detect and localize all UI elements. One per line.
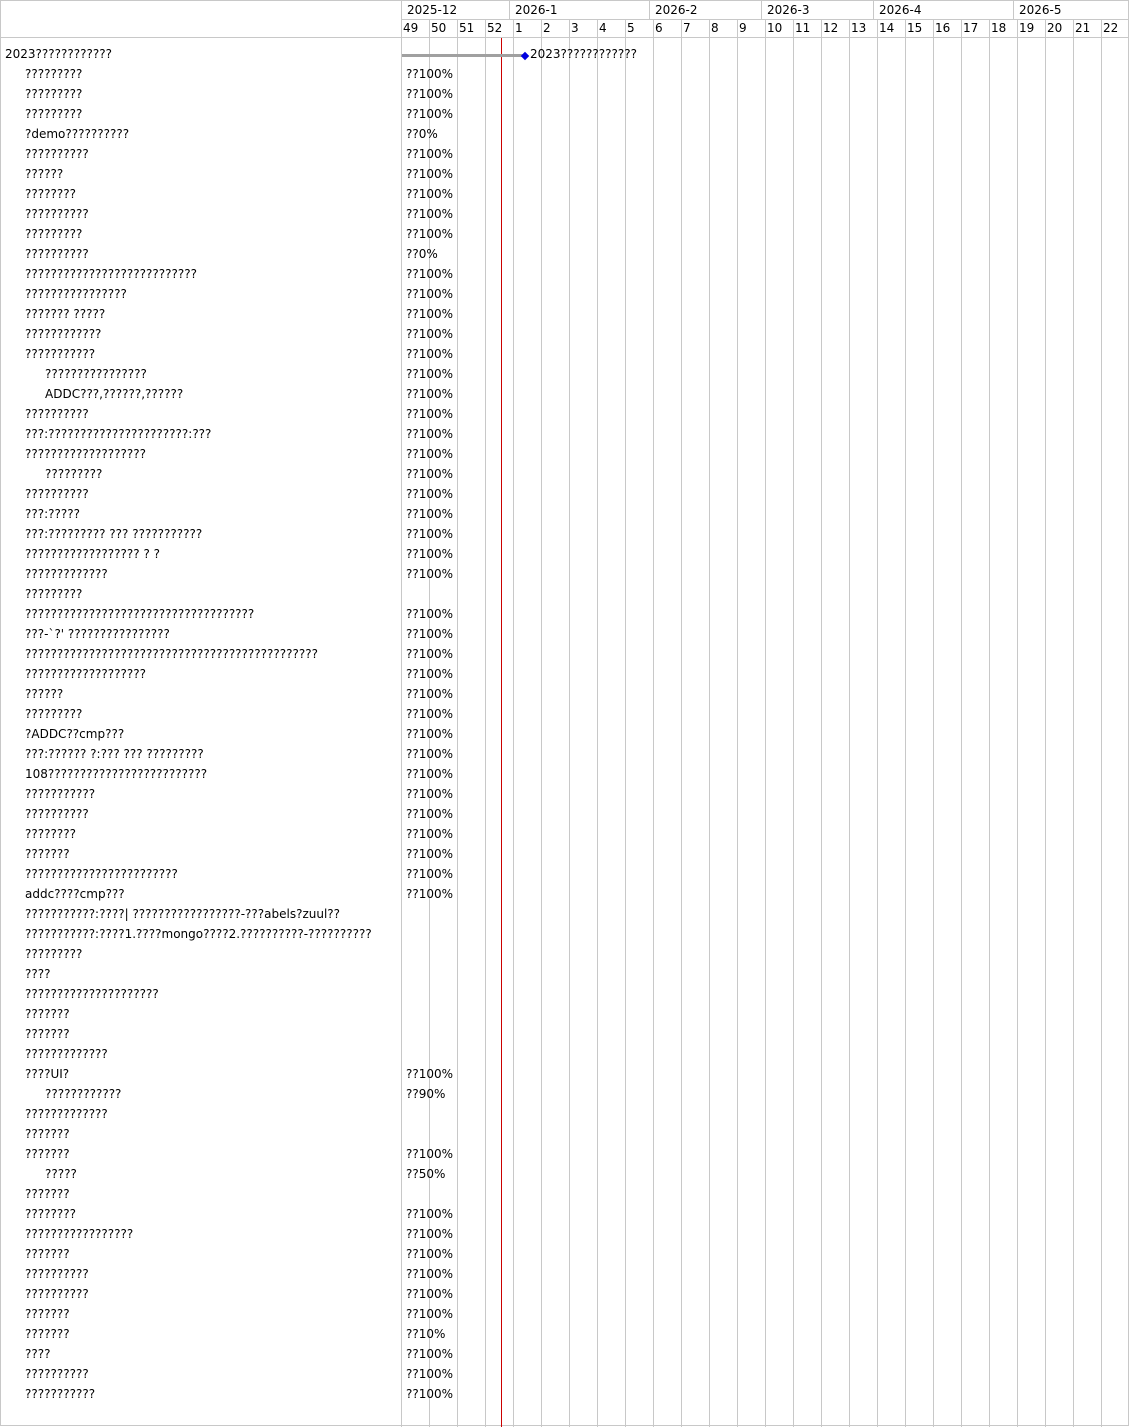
task-label: ??????????? [25,347,96,361]
task-label: ??????? [25,1127,70,1141]
milestone-diamond-icon[interactable] [521,52,529,60]
task-label: ????????? [25,67,83,81]
task-progress-label: ??100% [406,107,454,121]
task-progress-label: ??100% [406,67,454,81]
week-gridline [821,19,822,1427]
task-label: ????????? [25,587,83,601]
task-progress-label: ??100% [406,727,454,741]
task-label: ????????????? [25,1107,108,1121]
week-label: 51 [459,21,475,35]
month-gridline [649,1,650,19]
task-label: ??????? [25,1187,70,1201]
week-gridline [793,19,794,1427]
task-progress-label: ??100% [406,447,454,461]
task-label: ?????????? [25,247,89,261]
week-label: 14 [879,21,895,35]
task-label: ????UI? [25,1067,70,1081]
today-marker-line [501,38,502,1427]
task-progress-label: ??100% [406,1207,454,1221]
task-label: ?????? [25,167,64,181]
task-progress-label: ??100% [406,667,454,681]
week-label: 8 [711,21,719,35]
task-label: ??????????? [25,1387,96,1401]
week-label: 9 [739,21,747,35]
task-progress-label: ??100% [406,1307,454,1321]
task-progress-label: ??100% [406,1287,454,1301]
task-progress-label: ??100% [406,167,454,181]
week-gridline [681,19,682,1427]
task-label: ???????????:????1.????mongo????2.??????????-?????????? [25,927,372,941]
week-gridline [737,19,738,1427]
week-gridline [765,19,766,1427]
task-progress-label: ??100% [406,767,454,781]
week-label: 52 [487,21,503,35]
task-progress-label: ??100% [406,707,454,721]
task-label: ???????????????????????????????????? [25,607,255,621]
task-progress-label: ??100% [406,287,454,301]
week-gridline [653,19,654,1427]
task-progress-label: ??100% [406,687,454,701]
task-progress-label: ??100% [406,87,454,101]
week-gridline [1073,19,1074,1427]
task-label: ?????????? [25,1287,89,1301]
week-gridline [1045,19,1046,1427]
week-gridline [1101,19,1102,1427]
task-label: ???????? [25,187,76,201]
task-label: ???:?????? ?:??? ??? ????????? [25,747,204,761]
week-gridline [877,19,878,1427]
task-label: ?????????? [25,207,89,221]
week-gridline [625,19,626,1427]
week-label: 1 [515,21,523,35]
task-progress-label: ??100% [406,1367,454,1381]
summary-task-bar[interactable] [402,54,525,57]
week-gridline [849,19,850,1427]
task-progress-label: ??100% [406,867,454,881]
week-label: 21 [1075,21,1091,35]
task-progress-label: ??100% [406,227,454,241]
task-label: ?????? [25,687,64,701]
task-progress-label: ??100% [406,647,454,661]
task-label: ?????????? [25,487,89,501]
task-progress-label: ??100% [406,607,454,621]
task-label: ?????????? [25,807,89,821]
week-label: 5 [627,21,635,35]
task-label: ???? [25,967,51,981]
task-label: ????????? [45,467,103,481]
task-progress-label: ??100% [406,567,454,581]
task-progress-label: ??100% [406,747,454,761]
task-progress-label: ??100% [406,1247,454,1261]
task-progress-label: ??100% [406,407,454,421]
task-progress-label: ??100% [406,387,454,401]
task-label: ????????? [25,227,83,241]
month-label: 2026-1 [515,3,558,17]
task-progress-label: ??100% [406,547,454,561]
task-label: ?????????? [25,1267,89,1281]
month-gridline [1013,1,1014,19]
task-progress-label: ??100% [406,807,454,821]
task-label: ??????????????????????????? [25,267,197,281]
label-column-divider [401,1,402,1427]
week-label: 10 [767,21,783,35]
task-label: ????? [45,1167,77,1181]
task-progress-label: ??100% [406,347,454,361]
week-label: 11 [795,21,811,35]
task-label: ???????????????????????? [25,867,178,881]
milestone-label: 2023???????????? [530,47,637,61]
task-label: ?????????? [25,147,89,161]
week-label: 6 [655,21,663,35]
week-label: 4 [599,21,607,35]
task-label: ???? [25,1347,51,1361]
task-progress-label: ??100% [406,467,454,481]
task-progress-label: ??100% [406,1227,454,1241]
task-label: ???-`?' ???????????????? [25,627,170,641]
week-label: 22 [1103,21,1119,35]
week-gridline [905,19,906,1427]
week-label: 2 [543,21,551,35]
task-progress-label: ??100% [406,847,454,861]
week-label: 13 [851,21,867,35]
task-progress-label: ??90% [406,1087,446,1101]
week-gridline [709,19,710,1427]
task-label: ??????? [25,1027,70,1041]
task-progress-label: ??0% [406,247,438,261]
task-progress-label: ??100% [406,1147,454,1161]
week-gridline [1017,19,1018,1427]
month-label: 2026-4 [879,3,922,17]
week-label: 18 [991,21,1007,35]
task-progress-label: ??100% [406,787,454,801]
week-label: 50 [431,21,447,35]
task-label: ????????????????????? [25,987,159,1001]
task-progress-label: ??100% [406,267,454,281]
task-label: ????????? [25,87,83,101]
task-label: ??????????????????? [25,447,147,461]
task-label: ??????? [25,1307,70,1321]
task-label: ????????????? [25,567,108,581]
task-label: ?ADDC??cmp??? [25,727,125,741]
task-progress-label: ??100% [406,487,454,501]
task-progress-label: ??100% [406,147,454,161]
task-label: ??????? [25,847,70,861]
week-label: 17 [963,21,979,35]
task-label: ?demo?????????? [25,127,130,141]
task-progress-label: ??100% [406,307,454,321]
task-progress-label: ??100% [406,1347,454,1361]
week-label: 20 [1047,21,1063,35]
task-label: ?????????? [25,407,89,421]
task-progress-label: ??100% [406,187,454,201]
month-label: 2025-12 [407,3,458,17]
task-progress-label: ??100% [406,207,454,221]
month-label: 2026-2 [655,3,698,17]
task-progress-label: ??100% [406,1387,454,1401]
week-gridline [933,19,934,1427]
task-label: ??????? [25,1007,70,1021]
task-progress-label: ??100% [406,507,454,521]
week-gridline [961,19,962,1427]
week-label: 7 [683,21,691,35]
week-gridline [513,19,514,1427]
task-progress-label: ??100% [406,1067,454,1081]
task-label: ??????????????????? [25,667,147,681]
task-label: ???:??????????????????????:??? [25,427,212,441]
week-label: 16 [935,21,951,35]
task-progress-label: ??10% [406,1327,446,1341]
task-progress-label: ??100% [406,427,454,441]
week-gridline [457,19,458,1427]
month-label: 2026-5 [1019,3,1062,17]
week-label: 12 [823,21,839,35]
week-label: 49 [403,21,419,35]
task-progress-label: ??100% [406,367,454,381]
task-label: ???????? [25,827,76,841]
task-label: ?????????????????? ? ? [25,547,161,561]
task-label: ???????????????? [45,367,147,381]
task-label: ??????? [25,1327,70,1341]
summary-task-label: 2023???????????? [5,47,112,61]
task-progress-label: ??100% [406,527,454,541]
task-label: ???????????? [45,1087,122,1101]
task-progress-label: ??100% [406,827,454,841]
task-label: ???????????????? [25,287,127,301]
week-gridline [541,19,542,1427]
task-label: ???????????:????| ?????????????????-???abels?zuul?? [25,907,341,921]
week-label: 19 [1019,21,1035,35]
task-label: ??????????? [25,787,96,801]
task-label: ???:????? [25,507,80,521]
task-label: 108????????????????????????? [25,767,208,781]
task-label: ????????????? [25,1047,108,1061]
task-progress-label: ??100% [406,887,454,901]
task-progress-label: ??100% [406,1267,454,1281]
task-label: ????????? [25,707,83,721]
week-gridline [989,19,990,1427]
task-label: ??????? [25,1147,70,1161]
task-label: ???????????? [25,327,102,341]
header-bottom-border [1,37,1128,38]
task-label: addc????cmp??? [25,887,125,901]
month-label: 2026-3 [767,3,810,17]
month-gridline [509,1,510,19]
task-label: ????????????????? [25,1227,134,1241]
task-label: ???????? [25,1207,76,1221]
task-label: ????????? [25,107,83,121]
week-gridline [569,19,570,1427]
task-progress-label: ??100% [406,627,454,641]
month-gridline [873,1,874,19]
task-label: ??????? [25,1247,70,1261]
task-label: ?????????????????????????????????????????????? [25,647,318,661]
week-gridline [597,19,598,1427]
task-label: ?????????? [25,1367,89,1381]
week-label: 3 [571,21,579,35]
task-progress-label: ??100% [406,327,454,341]
week-label: 15 [907,21,923,35]
task-label: ADDC???,??????,?????? [45,387,184,401]
week-gridline [485,19,486,1427]
task-label: ????????? [25,947,83,961]
task-progress-label: ??0% [406,127,438,141]
task-label: ??????? ????? [25,307,106,321]
month-gridline [761,1,762,19]
task-progress-label: ??50% [406,1167,446,1181]
task-label: ???:????????? ??? ??????????? [25,527,203,541]
